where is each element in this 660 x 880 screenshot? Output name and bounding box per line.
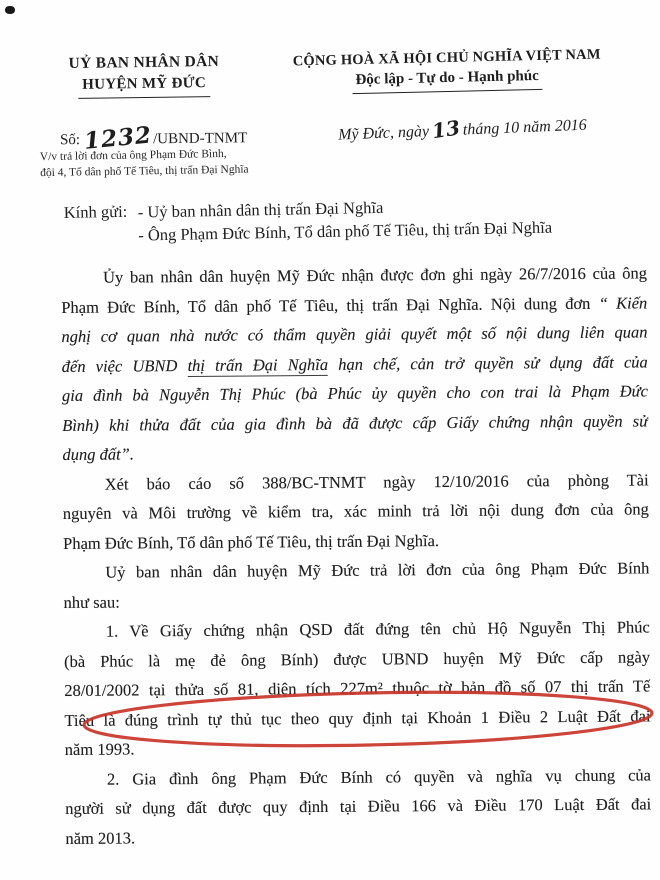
body-line [64, 704, 650, 734]
underlined-text-segment: thị trấn Đại Nghĩa [187, 354, 329, 375]
issuer-block [38, 53, 251, 100]
body-line [62, 350, 648, 380]
body-line [64, 615, 650, 645]
text-segment: dụng đất”. [62, 444, 135, 464]
text-segment: như sau: [63, 592, 120, 612]
text-segment: Uỷ ban nhân dân huyện Mỹ Đức trả lời đơn của ông Phạm Đức Bính [105, 558, 650, 582]
text-segment: người sử dụng đất được quy định tại Điều 166 và Điều 170 Luật Đất đai [65, 794, 652, 818]
body-line [61, 261, 647, 291]
text-segment: “ Kiến [598, 292, 648, 313]
text-segment: Phạm Đức Bính, Tổ dân phố Tế Tiêu, thị trấn Đại Nghĩa. Nội dung đơn [61, 293, 599, 317]
body-line [62, 438, 648, 468]
recipients-list [138, 193, 585, 247]
national-motto: Độc lập - Tự do - Hạnh phúc [352, 68, 542, 94]
text-segment: nguyên và Môi trường về kiểm tra, xác minh trả lời nội dung đơn của ông [62, 499, 649, 523]
body-line [65, 733, 651, 763]
body-line [62, 409, 648, 439]
text-segment: Bình) khi thửa đất của gia đình bà đã được cấp Giấy chứng nhận quyền sử [62, 410, 649, 435]
recipient-line: - Uỷ ban nhân dân thị trấn Đại Nghĩa [137, 197, 384, 222]
subject-line: đội 4, Tổ dân phố Tế Tiêu, thị trấn Đại Nghĩa [40, 163, 249, 179]
text-segment: Tiêu là đúng trình tự thủ tục theo quy định tại Khoản 1 Điều 2 Luật Đất đai [64, 705, 651, 730]
dateline-prefix: Mỹ Đức, ngày [337, 122, 430, 144]
text-segment: Xét báo cáo số 388/BC-TNMT ngày 12/10/2016 của phòng Tài [104, 469, 649, 494]
issuer-name: UỶ BAN NHÂN DÂN [68, 52, 220, 73]
text-segment: Ủy ban nhân dân huyện Mỹ Đức nhận được đơn ghi ngày 26/7/2016 của ông [102, 263, 648, 287]
text-segment: hạn chế, cản trở quyền sử dụng đất của [327, 351, 648, 374]
dateline-day-handwritten: 13 [430, 115, 462, 144]
document-number-label: Số: [59, 132, 81, 149]
text-segment: gia đình bà Nguyễn Thị Phúc (bà Phúc ủy quyền cho con trai là Phạm Đức [61, 381, 649, 405]
dateline [338, 110, 619, 145]
text-segment: 28/01/2002 tại thửa số 81, diện tích 227m² thuộc tờ bản đồ số 07 thị trấn Tế [64, 676, 651, 700]
text-segment: đến việc UBND [61, 355, 188, 376]
body-line [62, 379, 648, 409]
text-segment: 2. Gia đình ông Phạm Đức Bính có quyền và nghĩa vụ chung của [106, 764, 652, 789]
body-line [63, 497, 649, 527]
text-segment: Phạm Đức Bính, Tổ dân phố Tế Tiêu, thị trấn Đại Nghĩa. [63, 530, 440, 553]
subject-line: V/v trả lời đơn của ông Phạm Đức Bình, [39, 147, 227, 164]
text-segment: 1. Về Giấy chứng nhận QSD đất đứng tên chủ Hộ Nguyễn Thị Phúc [105, 617, 650, 641]
issuer-district: HUYỆN MỸ ĐỨC [78, 75, 210, 99]
body-line [65, 822, 651, 852]
national-motto-block [272, 46, 623, 96]
recipients-label: Kính gửi: [63, 201, 128, 222]
body-line [65, 792, 651, 822]
body-line [61, 291, 647, 321]
document-number-handwritten: 1232 [82, 121, 154, 155]
body-line [63, 468, 649, 498]
recipients-block [64, 193, 585, 249]
body-line [63, 586, 649, 616]
body-line [65, 763, 651, 793]
text-segment: (bà Phúc là mẹ đẻ ông Bính) được UBND huyện Mỹ Đức cấp ngày [63, 646, 651, 671]
document-number-suffix: /UBND-TNMT [152, 130, 248, 148]
document-subject [40, 146, 291, 181]
body-line [64, 645, 650, 675]
text-segment: năm 1993. [64, 739, 135, 759]
dateline-suffix: tháng 10 năm 2016 [462, 116, 588, 139]
scan-speck [5, 6, 15, 14]
body-line [63, 556, 649, 586]
body-line [64, 674, 650, 704]
text-segment: năm 2013. [65, 827, 136, 848]
national-title: CỘNG HOÀ XÃ HỘI CHỦ NGHĨA VIỆT NAM [292, 46, 601, 70]
text-segment: nghị cơ quan nhà nước có thẩm quyền giải quyết một số nội dung liên quan [61, 322, 648, 347]
body-line [63, 527, 649, 557]
body-line [61, 320, 647, 350]
recipient-line: - Ông Phạm Đức Bính, Tổ dân phố Tế Tiêu, thị trấn Đại Nghĩa [138, 217, 553, 245]
